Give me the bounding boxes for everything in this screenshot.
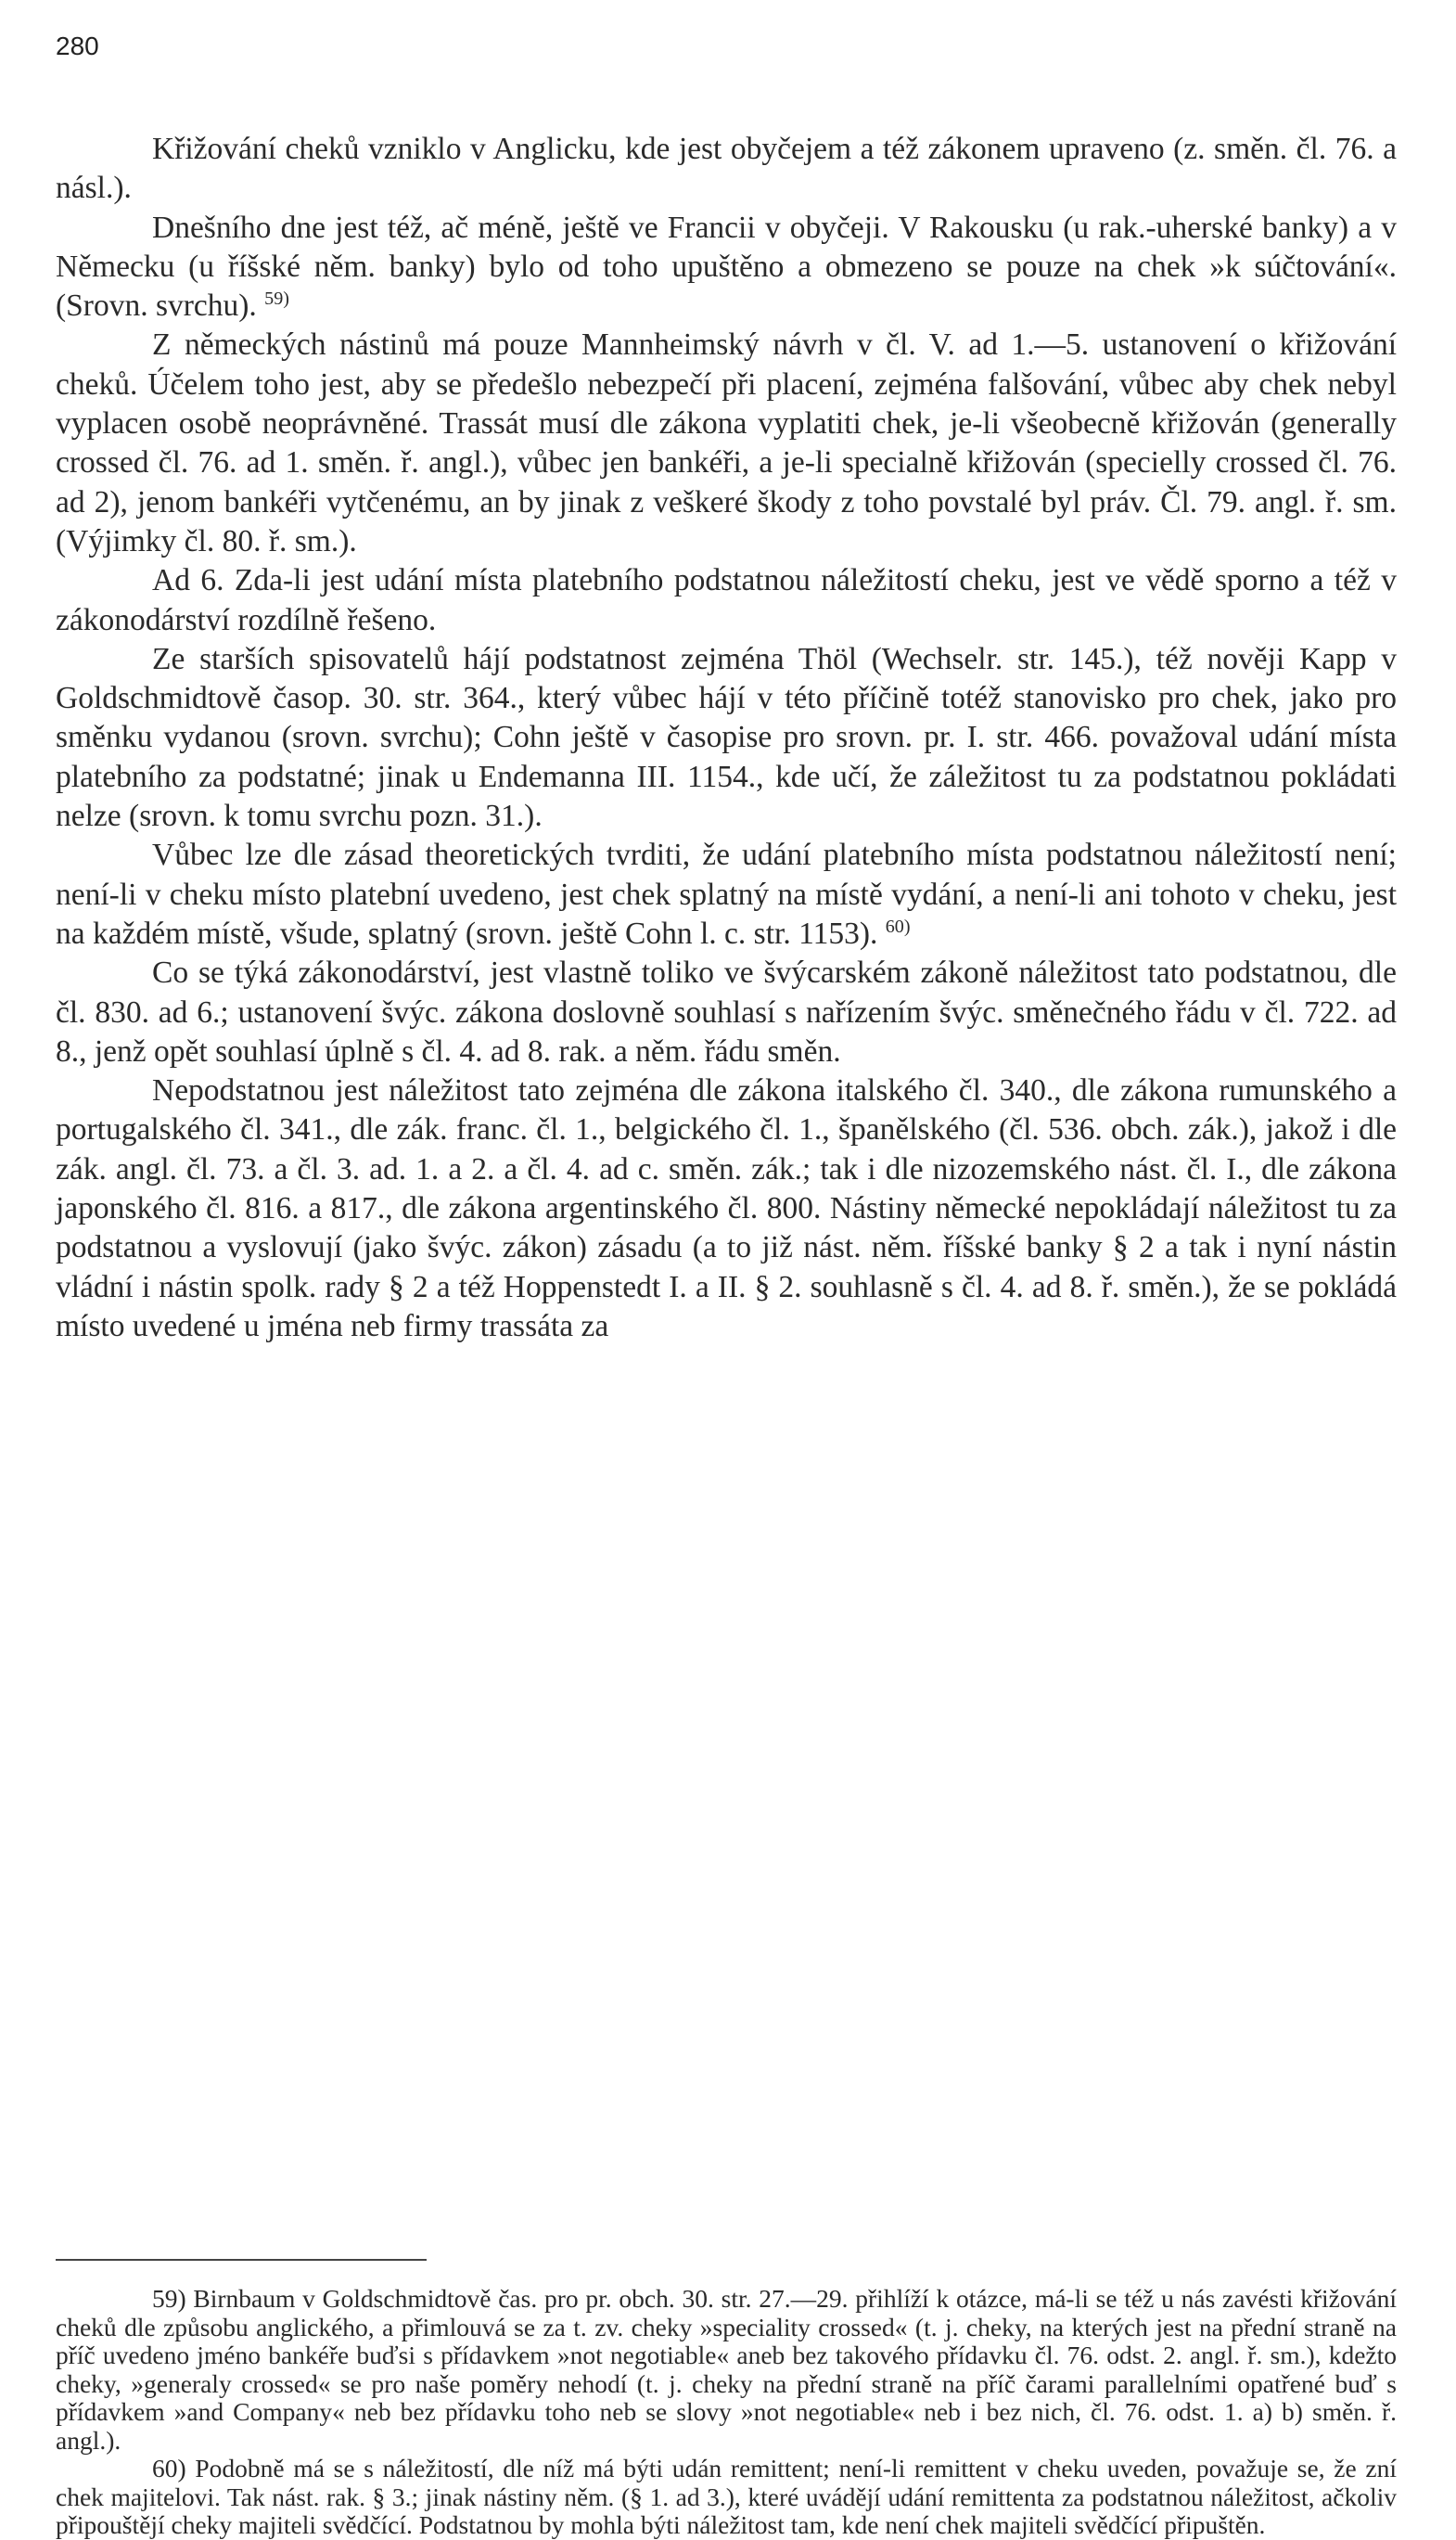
paragraph: Křižování cheků vzniklo v Anglicku, kde jest obyčejem a též zákonem upraveno (z. směn. čl. 76. a násl.). xyxy=(56,132,1397,206)
paragraph: Ze starších spisovatelů hájí podstatnost zejména Thöl (Wechselr. str. 145.), též nověji Kapp v Goldschmidtově časop. 30. str. 364., který vůbec hájí v této příčině totéž stanovisko pro chek, jako pro směnku vydanou (srovn. svrchu); Cohn ještě v časopise pro srovn. pr. I. str. 466. považoval udání místa platebního za podstatné; jinak u Endemanna III. 1154., kde učí, že záležitost tu za podstatnou pokládati nelze (srovn. k tomu svrchu pozn. 31.). xyxy=(56,641,1397,834)
paragraph: Z německých nástinů má pouze Mannheimský návrh v čl. V. ad 1.—5. ustanovení o křižování cheků. Účelem toho jest, aby se předešlo nebezpečí při placení, zejména falšování, vůbec aby chek nebyl vyplacen osobě neoprávněné. Trassát musí dle zákona vyplatiti chek, je-li všeobecně křižován (generally crossed čl. 76. ad 1. směn. ř. angl.), vůbec jen bankéři, a je-li specialně křižován (specielly crossed čl. 76. ad 2), jenom bankéři vytčenému, an by jinak z veškeré škody z toho povstalé byl práv. Čl. 79. angl. ř. sm. (Výjimky čl. 80. ř. sm.). xyxy=(56,327,1397,558)
paragraph xyxy=(56,836,1397,954)
page-number: 280 xyxy=(56,32,99,60)
paragraph-text: Vůbec lze dle zásad theoretických tvrditi, že udání platebního místa podstatnou náležitostí není; není-li v cheku místo platební uvedeno, jest chek splatný na místě vydání, a není-li ani tohoto v cheku, jest na každém místě, všude, splatný (srovn. ještě Cohn l. c. str. 1153). xyxy=(56,838,1397,951)
paragraph: Ad 6. Zda-li jest udání místa platebního podstatnou náležitostí cheku, jest ve vědě sporno a též v zákonodárství rozdílně řešeno. xyxy=(56,563,1397,637)
paragraph-text: Dnešního dne jest též, ač méně, ještě ve Francii v obyčeji. V Rakousku (u rak.-uherské banky) a v Německu (u říšské něm. banky) bylo od toho upuštěno a obmezeno se pouze na chek »k súčtování«. (Srovn. svrchu). xyxy=(56,210,1397,324)
body-text xyxy=(56,130,1397,1346)
footnote: 59) Birnbaum v Goldschmidtově čas. pro pr. obch. 30. str. 27.—29. přihlíží k otázce, má-li se též u nás zavésti křižování cheků dle způsobu anglického, a přimlouvá se za t. zv. cheky »speciality crossed« (t. j. cheky, na kterých jest na přední straně na příč uvedeno jméno bankéře buďsi s přídavkem »not negotiable« aneb bez takového přídavku čl. 76. odst. 2. angl. ř. sm.), kdežto cheky, »generaly crossed« se pro naše poměry nehodí (t. j. cheky na přední straně na příč čarami parallelními opatřené buď s přídavkem »and Company« neb bez přídavku toho neb se slovy »not negotiable« neb i bez nich, čl. 76. odst. 1. a) b) směn. ř. angl.). xyxy=(56,2284,1397,2455)
footnote-separator xyxy=(56,2259,427,2261)
paragraph: Co se týká zákonodárství, jest vlastně toliko ve švýcarském zákoně náležitost tato podstatnou, dle čl. 830. ad 6.; ustanovení švýc. zákona doslovně souhlasí s nařízením švýc. směnečného řádu v čl. 722. ad 8., jenž opět souhlasí úplně s čl. 4. ad 8. rak. a něm. řádu směn. xyxy=(56,956,1397,1069)
footnotes xyxy=(56,2285,1397,2540)
footnote: 60) Podobně má se s náležitostí, dle níž má býti udán remittent; není-li remittent v cheku uveden, považuje se, že zní chek majitelovi. Tak nást. rak. § 3.; jinak nástiny něm. (§ 1. ad 3.), které uvádějí udání remittenta za podstatnou náležitost, ačkoliv připouštějí cheky majiteli svědčící. Podstatnou by mohla býti náležitost tam, kde není chek majiteli svědčící připuštěn. xyxy=(56,2454,1397,2539)
footnote-mark: 59) xyxy=(264,289,289,310)
paragraph: Nepodstatnou jest náležitost tato zejména dle zákona italského čl. 340., dle zákona rumunského a portugalského čl. 341., dle zák. franc. čl. 1., belgického čl. 1., španělského (čl. 536. obch. zák.), jakož i dle zák. angl. čl. 73. a čl. 3. ad. 1. a 2. a čl. 4. ad c. směn. zák.; tak i dle nizozemského nást. čl. I., dle zákona japonského čl. 816. a 817., dle zákona argentinského čl. 800. Nástiny německé nepokládají náležitost tu za podstatnou a vyslovují (jako švýc. zákon) zásadu (a to již nást. něm. říšské banky § 2 a tak i nyní nástin vládní i nástin spolk. rady § 2 a též Hoppenstedt I. a II. § 2. souhlasně s čl. 4. ad 8. ř. směn.), že se pokládá místo uvedené u jména neb firmy trassáta za xyxy=(56,1073,1397,1343)
paragraph xyxy=(56,209,1397,327)
footnote-mark: 60) xyxy=(885,916,911,937)
